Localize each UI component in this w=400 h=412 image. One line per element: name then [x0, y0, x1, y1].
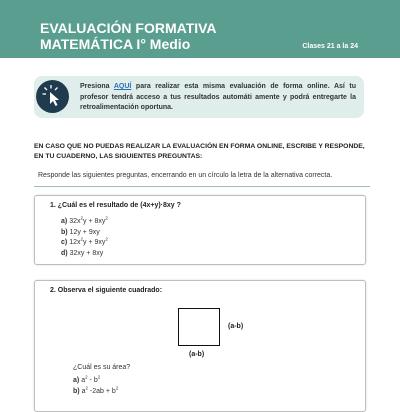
online-notice: [34, 76, 364, 118]
option-a[interactable]: a) $a^2 - b^2$: [73, 374, 101, 384]
option-a[interactable]: a) $32x^2y + 8xy^2$: [61, 215, 108, 225]
question-2-ask: ¿Cuál es su área?: [73, 364, 131, 371]
question-2-options: [73, 376, 118, 397]
question-2: [34, 280, 366, 412]
instructions: EN CASO QUE NO PUEDAS REALIZAR LA EVALUACIÓN EN FORMA ONLINE, ESCRIBE Y RESPONDE, EN TU CUADERNO, LAS SIGUIENTES PREGUNTAS:: [34, 143, 365, 160]
page-subtitle: MATEMÁTICA I° Medio: [40, 36, 191, 52]
question-1-title: 1. ¿Cuál es el resultado de (4x+y)·8xy ?: [50, 202, 181, 209]
question-1-options: [61, 217, 108, 259]
option-b[interactable]: b) $a^2$ $-2ab + b^2$: [73, 385, 119, 395]
option-c[interactable]: c) $12x^2y + 9xy^2$: [61, 236, 108, 246]
page-title: EVALUACIÓN FORMATIVA: [40, 20, 217, 36]
classes-label: Clases 21 a la 24: [302, 43, 358, 50]
notice-text: Presiona AQUÍ para realizar esta misma evaluación de forma online. Así tu profesor tendrá acceso a tus resultados automáti amente y podrá entregarte la retroalimentación oportuna.: [80, 83, 356, 111]
divider: [34, 186, 370, 187]
question-1: [34, 195, 366, 265]
cursor-click-icon: [36, 80, 69, 113]
question-2-title: 2. Observa el siguiente cuadrado:: [50, 287, 163, 294]
square-figure: [178, 308, 220, 346]
option-b[interactable]: b) 12y + 9xy: [61, 228, 100, 236]
square-bottom-label: (a-b): [189, 351, 205, 358]
header-banner: [0, 0, 400, 58]
square-side-label: (a-b): [228, 323, 244, 330]
online-eval-link[interactable]: AQUÍ: [113, 83, 132, 90]
subtitle-instructions: Responde las siguientes preguntas, encerrando en un círculo la letra de la alternativa correcta.: [38, 172, 333, 179]
option-d[interactable]: d) 32xy + 8xy: [61, 249, 104, 257]
